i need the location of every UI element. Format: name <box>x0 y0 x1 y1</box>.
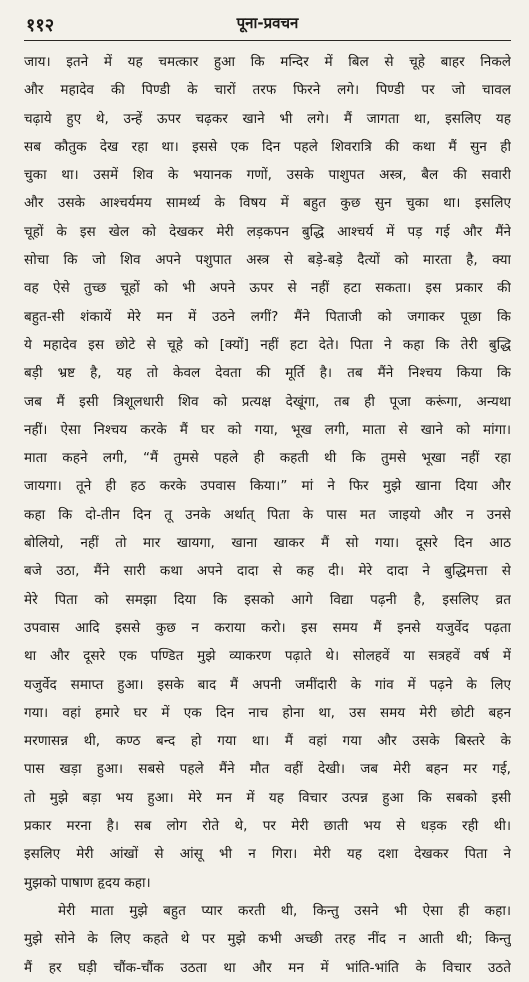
text-line: मुझे सोने के लिए कहते थे पर मुझे कभी अच्छी तरह नींद न आती थी; किन्तु <box>24 931 511 948</box>
text-line: गया। वहां हमारे घर में एक दिन नाच होना था, उस समय मेरी छोटी बहन <box>24 704 511 721</box>
text-line: मुझको पाषाण हृदय कहा। <box>24 874 151 891</box>
text-line: जाय। इतने में यह चमत्कार हुआ कि मन्दिर में बिल से चूहे बाहर निकले <box>24 54 511 70</box>
text-line: बजे उठा, मैंने सारी कथा अपने दादा से कह दी। मेरे दादा ने बुद्धिमत्ता से <box>24 563 511 580</box>
text-line: नहीं। ऐसा निश्चय करके मैं घर को गया, भूख लगी, माता से खाने को मांगा। <box>24 421 511 438</box>
text-line: मैं हर घड़ी चौंक-चौंक उठता था और मन में भांति-भांति के विचार उठते <box>24 959 511 976</box>
page-header <box>24 10 511 41</box>
text-line: और उसके आश्चर्यमय सामर्थ्य के विषय में बहुत कुछ सुन चुका था। इसलिए <box>24 195 511 212</box>
text-line: बोलियो, नहीं तो मार खायगा, खाना खाकर मैं सो गया। दूसरे दिन आठ <box>24 535 511 552</box>
text-line: चढ़ाये हुए थे, उन्हें ऊपर चढ़कर खाने भी लगे। मैं जागता था, इसलिए यह <box>24 110 511 127</box>
text-line: उपवास आदि इससे कुछ न कराया करो। इस समय मैं इनसे यजुर्वेद पढ़ता <box>24 619 511 636</box>
body-text <box>24 48 511 982</box>
text-line: कहा कि दो-तीन दिन तू उनके अर्थात्‌ पिता के पास मत जाइयो और न उनसे <box>24 506 511 523</box>
text-line: मेरे पिता को समझा दिया कि इसको आगे विद्या पढ़नी है, इसलिए व्रत <box>24 591 511 608</box>
text-line: जब मैं इसी त्रिशूलधारी शिव को प्रत्यक्ष देखूंगा, तब ही पूजा करूंगा, अन्यथा <box>24 393 511 410</box>
text-line: तो मुझे बड़ा भय हुआ। मेरे मन में यह विचार उत्पन्न हुआ कि सबको इसी <box>24 789 511 806</box>
text-line: और महादेव की पिण्डी के चारों तरफ फिरने लगे। पिण्डी पर जो चावल <box>24 82 511 99</box>
text-line: ये महादेव इस छोटे से चूहे को [क्यों] नहीं हटा देते। पिता ने कहा कि तेरी बुद्धि <box>24 336 511 353</box>
text-line: पास खड़ा हुआ। सबसे पहले मैंने मौत वहीं देखी। जब मेरी बहन मर गई, <box>24 761 511 778</box>
text-line: यजुर्वेद समाप्त हुआ। इसके बाद मैं अपनी जमींदारी के गांव में पढ़ने के लिए <box>24 676 511 693</box>
text-line: माता कहने लगी, “मैं तुमसे पहले ही कहती थी कि तुमसे भूखा नहीं रहा <box>24 450 511 467</box>
text-line: इसलिए मेरी आंखों से आंसू भी न गिरा। मेरी यह दशा देखकर पिता ने <box>24 846 511 863</box>
text-line: जायगा। तूने ही हठ करके उपवास किया।” मां ने फिर मुझे खाना दिया और <box>24 478 511 495</box>
text-line: बड़ी भ्रष्ट है, यह तो केवल देवता की मूर्ति है। तब मैंने निश्चय किया कि <box>24 365 511 382</box>
running-title: पूना-प्रवचन <box>236 14 299 32</box>
text-line: प्रकार मरना है। सब लोग रोते थे, पर मेरी छाती भय से धड़क रही थी। <box>24 818 511 835</box>
text-line: मेरी माता मुझे बहुत प्यार करती थी, किन्तु उसने भी ऐसा ही कहा। <box>58 902 511 919</box>
text-line: सब कौतुक देख रहा था। इससे एक दिन पहले शिवरात्रि की कथा मैं सुन ही <box>24 138 511 155</box>
text-line: बहुत-सी शंकायें मेरे मन में उठने लगीं? मैंने पिताजी को जगाकर पूछा कि <box>24 308 511 325</box>
text-line: वह ऐसे तुच्छ चूहों को भी अपने ऊपर से नहीं हटा सकता। इस प्रकार की <box>24 280 511 297</box>
text-line: चूहों के इस खेल को देखकर मेरी लड़कपन बुद्धि आश्चर्य में पड़ गई और मैंने <box>24 223 511 240</box>
text-line: था और दूसरे एक पण्डित मुझे व्याकरण पढ़ाते थे। सोलहवें या सत्रहवें वर्ष में <box>24 648 511 665</box>
text-line: मरणासन्न थी, कण्ठ बन्द हो गया था। मैं वहां गया और उसके बिस्तरे के <box>24 733 511 750</box>
page-number: ११२ <box>26 15 55 36</box>
text-line: चुका था। उसमें शिव के भयानक गणों, उसके पाशुपत अस्त्र, बैल की सवारी <box>24 167 511 184</box>
text-line: सोचा कि जो शिव अपने पशुपात अस्त्र से बड़े-बड़े दैत्यों को मारता है, क्या <box>24 252 511 269</box>
